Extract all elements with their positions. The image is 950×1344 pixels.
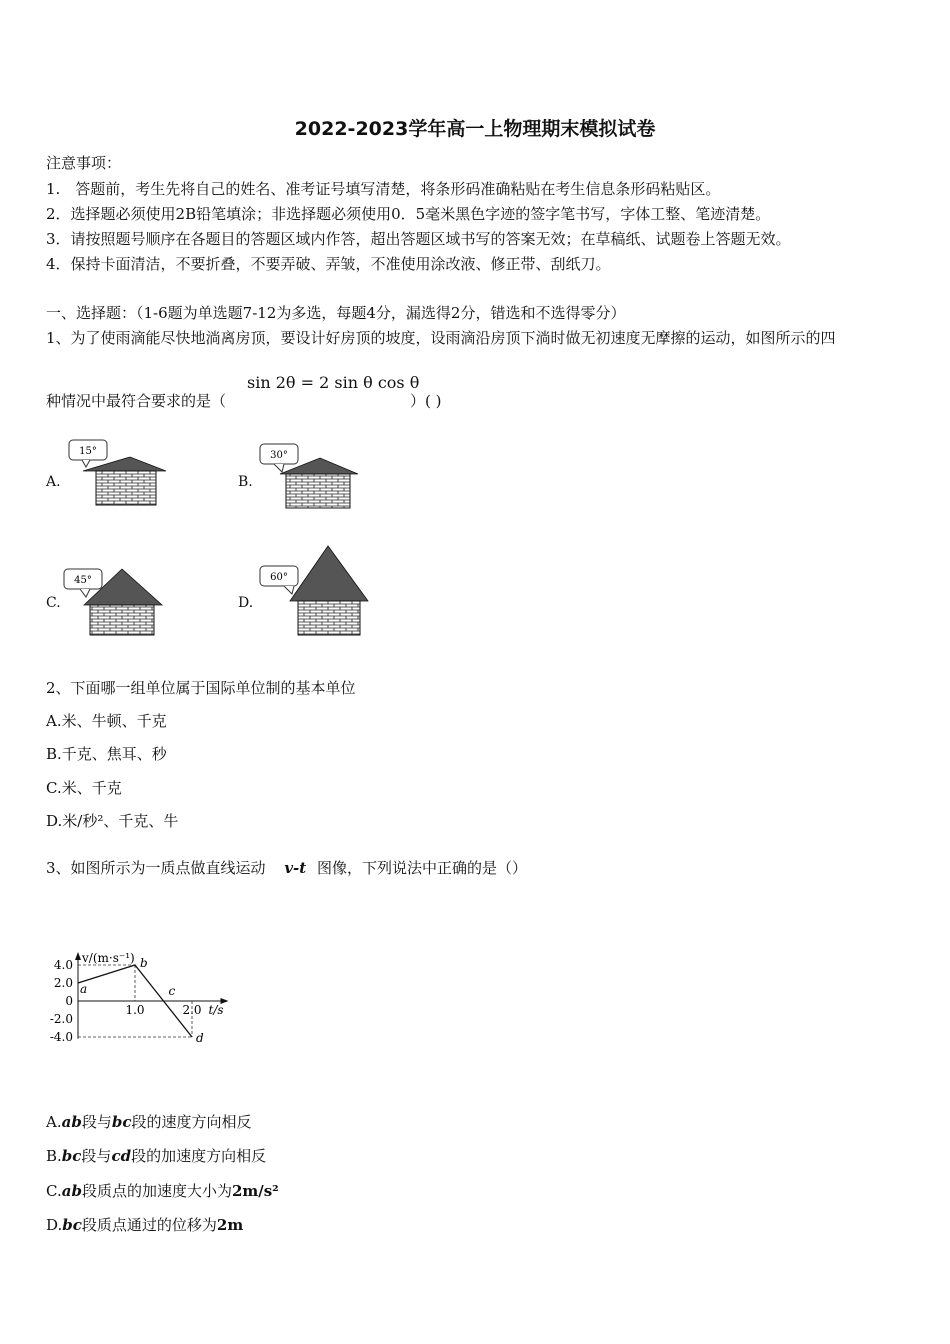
y-axis-label: v/(m·s⁻¹) [82,951,135,965]
point-label-b: b [140,956,148,970]
notice-heading: 注意事项： [46,154,122,172]
q2-option-a: A.米、牛顿、千克 [46,712,167,730]
q1-stem-line1: 1、为了使雨滴能尽快地淌离房顶，要设计好房顶的坡度，设雨滴沿房顶下淌时做无初速度无摩擦的运动，如图所示的四 [46,329,836,347]
angle-label-d: 60° [270,572,288,583]
q3-stem-post: 图像，下列说法中正确的是（） [316,859,527,877]
point-label-c: c [168,984,176,998]
q3-option-a: A.ab段与bc段的速度方向相反 [46,1113,252,1131]
angle-label-a: 15° [79,446,97,457]
y-tick-label: -4.0 [49,1030,73,1044]
q3-option-d: D.bc段质点通过的位移为2m [46,1216,244,1234]
q2-option-d: D.米/秒²、千克、牛 [46,812,179,830]
notice-item-1: 1. 答题前，考生先将自己的姓名、准考证号填写清楚，将条形码准确粘贴在考生信息条形码粘贴区。 [46,180,721,198]
y-tick-label: 0 [65,994,73,1008]
y-tick-label: -2.0 [49,1012,73,1026]
x-tick-label: 2.0 [182,1003,202,1017]
angle-label-c: 45° [74,575,92,586]
q3-option-b: B.bc段与cd段的加速度方向相反 [46,1147,267,1165]
q1-option-a-label: A. [46,474,61,490]
point-label-d: d [196,1031,204,1045]
house-45-degree-figure [62,565,172,640]
q1-option-c-label: C. [46,595,61,611]
section-heading: 一、选择题：（1-6题为单选题7-12为多选，每题4分，漏选得2分，错选和不选得零分） [46,304,626,322]
page-title: 2022-2023学年高一上物理期末模拟试卷 [294,118,656,140]
x-tick-label: 1.0 [125,1003,145,1017]
notice-item-4: 4．保持卡面清洁，不要折叠，不要弄破、弄皱，不准使用涂改液、修正带、刮纸刀。 [46,255,611,273]
y-axis-arrow [75,952,81,960]
y-tick-label: 4.0 [53,958,73,972]
y-tick-label: 2.0 [53,976,73,990]
q2-stem: 2、下面哪一组单位属于国际单位制的基本单位 [46,679,356,697]
q1-formula: sin 2θ = 2 sin θ cos θ [247,373,420,392]
q3-stem [46,857,527,878]
notice-item-2: 2．选择题必须使用2B铅笔填涂；非选择题必须使用0．5毫米黑色字迹的签字笔书写，字体工整、笔迹清楚。 [46,205,771,223]
angle-label-b: 30° [270,450,288,461]
notice-item-3: 3．请按照题号顺序在各题目的答题区域内作答，超出答题区域书写的答案无效；在草稿纸、试题卷上答题无效。 [46,230,791,248]
q3-stem-var: v-t [284,859,307,877]
q1-stem-line2-post: ）( ) [410,392,442,410]
house-30-degree-figure [254,440,364,515]
x-axis-label: t/s [208,1003,224,1017]
house-60-degree-figure [256,544,376,640]
house-15-degree-figure [66,438,176,510]
q3-option-c: C.ab段质点的加速度大小为2m/s² [46,1182,279,1200]
q2-option-b: B.千克、焦耳、秒 [46,745,167,763]
q1-stem-line2-pre: 种情况中最符合要求的是（ [46,392,227,410]
point-label-a: a [80,982,88,996]
q1-option-b-label: B. [238,474,253,490]
q1-option-d-label: D. [238,595,254,611]
q2-option-c: C.米、千克 [46,779,122,797]
q3-stem-pre: 3、如图所示为一质点做直线运动 [46,859,266,877]
vt-chart [40,893,250,1083]
